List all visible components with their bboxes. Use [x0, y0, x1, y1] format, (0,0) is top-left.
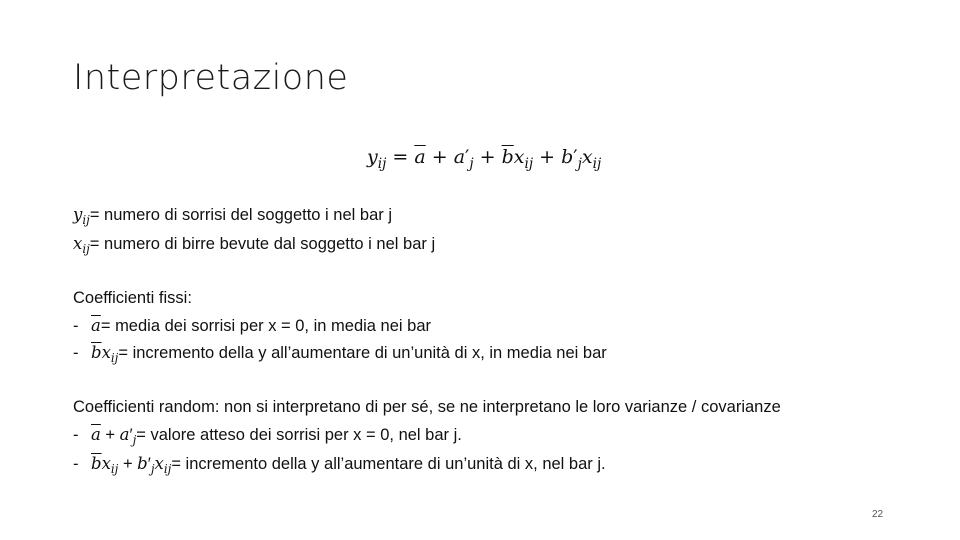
formula-a-prime: ′: [465, 146, 470, 168]
bullet-dash: -: [73, 344, 79, 362]
def-y-sub: ij: [82, 213, 90, 228]
formula-plus-1: +: [425, 146, 454, 168]
formula-x: x: [513, 146, 525, 168]
fixed-heading: Coefficienti fissi:: [73, 289, 192, 307]
formula-b: b: [561, 146, 574, 168]
random-x2-sub: ij: [163, 462, 172, 477]
formula-b-sub: j: [577, 155, 582, 172]
fixed-x-sub: ij: [110, 351, 119, 366]
random-x: x: [101, 454, 111, 473]
formula-b-bar: $\overline{b}$: [501, 146, 514, 168]
random-a-prime: ′: [129, 426, 133, 444]
formula-x-sub: ij: [524, 155, 534, 172]
formula-plus-2: +: [473, 146, 502, 168]
formula-y-sub: ij: [377, 155, 387, 172]
random-item-1-text: = valore atteso dei sorrisi per x = 0, nel bar j.: [136, 426, 462, 444]
random-plus-2: +: [118, 455, 138, 473]
fixed-b-bar: $\overline{b}$: [91, 343, 102, 362]
formula-equals: =: [386, 146, 415, 168]
fixed-x: x: [101, 343, 111, 362]
random-x2: x: [154, 454, 164, 473]
def-x-symbol: x: [73, 234, 83, 253]
random-a: a: [119, 425, 130, 444]
random-a-bar: $\overline{a}$: [91, 425, 101, 444]
slide-title: Interpretazione: [73, 58, 349, 98]
formula-b-prime: ′: [573, 146, 578, 168]
fixed-a-bar: $\overline{a}$: [91, 316, 101, 335]
random-a-sub: j: [132, 433, 137, 448]
random-x-sub: ij: [110, 462, 119, 477]
formula-a: a: [453, 146, 466, 168]
def-x-text: = numero di birre bevute dal soggetto i nel bar j: [89, 235, 436, 253]
fixed-item-1: [73, 316, 431, 336]
random-b-bar: $\overline{b}$: [91, 454, 102, 473]
fixed-item-2: [73, 343, 607, 365]
random-plus-1: +: [100, 426, 120, 444]
definition-y: [73, 205, 392, 227]
formula-y: y: [367, 146, 378, 168]
def-y-text: = numero di sorrisi del soggetto i nel bar j: [89, 206, 393, 224]
random-item-2-text: = incremento della y all’aumentare di un’unità di x, nel bar j.: [171, 455, 606, 473]
random-item-2: [73, 454, 606, 476]
def-x-sub: ij: [82, 242, 90, 257]
bullet-dash: -: [73, 317, 79, 335]
random-item-1: [73, 425, 462, 447]
random-b-prime: ′: [147, 455, 151, 473]
bullet-dash: -: [73, 426, 79, 444]
fixed-item-2-text: = incremento della y all’aumentare di un’unità di x, in media nei bar: [118, 344, 607, 362]
formula-a-bar: $\overline{a}$: [414, 146, 426, 168]
formula-a-sub: j: [469, 155, 474, 172]
random-b: b: [137, 454, 148, 473]
def-y-symbol: y: [73, 205, 83, 224]
random-heading: Coefficienti random: non si interpretano di per sé, se ne interpretano le loro varianze / covarianze: [73, 398, 781, 416]
formula-plus-3: +: [533, 146, 562, 168]
random-b-sub: j: [150, 462, 155, 477]
definition-x: [73, 234, 435, 256]
formula-x2: x: [581, 146, 593, 168]
formula-x2-sub: ij: [592, 155, 602, 172]
page-number: 22: [872, 509, 884, 520]
fixed-item-1-text: = media dei sorrisi per x = 0, in media nei bar: [100, 317, 432, 335]
model-formula: [367, 146, 601, 172]
bullet-dash: -: [73, 455, 79, 473]
